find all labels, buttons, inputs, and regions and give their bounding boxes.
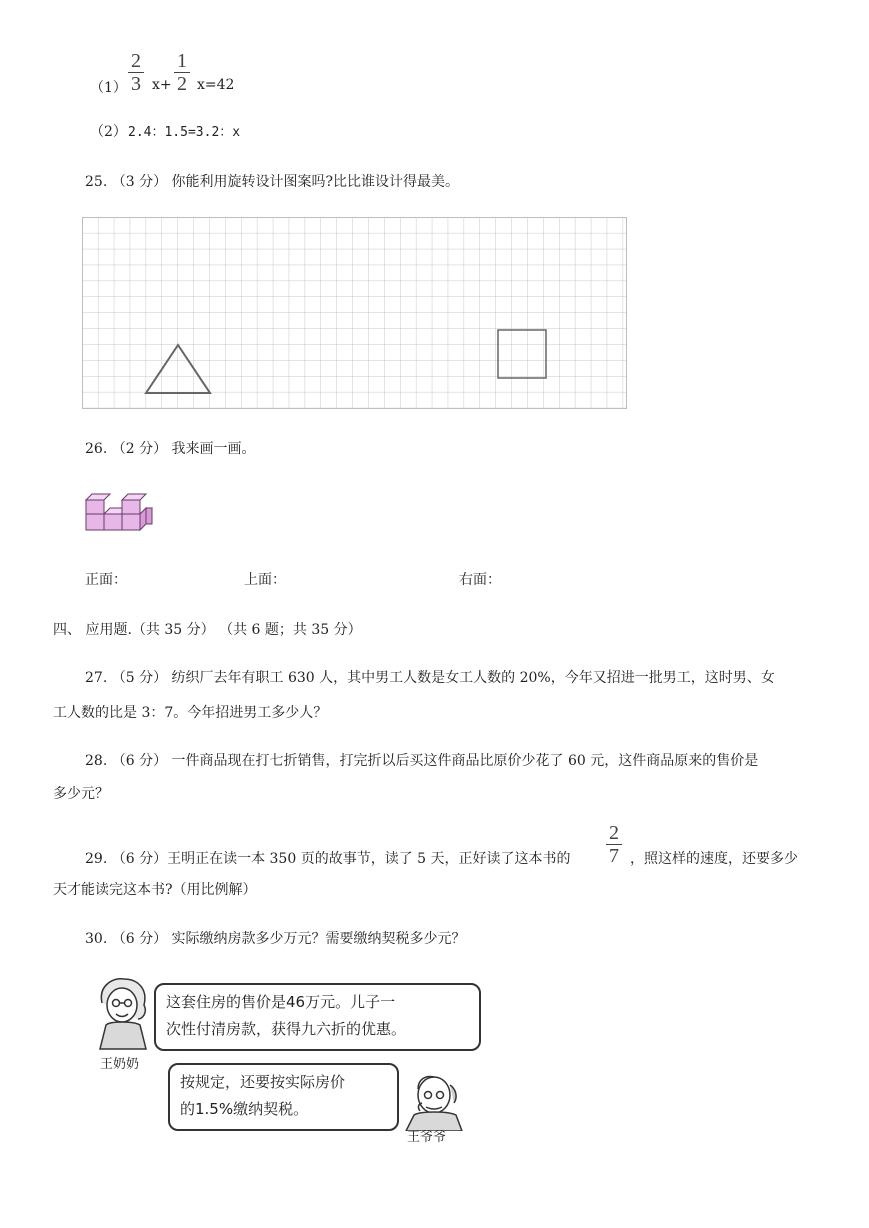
eq1-label: （1） <box>90 80 127 96</box>
eq1-tail: x=42 <box>197 77 235 93</box>
grandma-speech-line-2: 次性付清房款，获得九六折的优惠。 <box>166 1020 407 1038</box>
eq2-text: 2.4：1.5=3.2：x <box>128 125 241 140</box>
question-27-line-1: 27. （5 分） 纺织厂去年有职工 630 人，其中男工人数是女工人数的 20%，今年又招进一批男工，这时男、女 <box>85 670 775 686</box>
front-view-label: 正面： <box>85 572 127 588</box>
q29-fraction: 2 7 <box>606 823 622 866</box>
eq1-fraction-1: 2 3 <box>128 51 144 94</box>
eq1-fraction-2: 1 2 <box>174 51 190 94</box>
grandpa-name: 王爷爷 <box>407 1130 447 1145</box>
question-25: 25. （3 分） 你能利用旋转设计图案吗?比比谁设计得最美。 <box>85 174 460 190</box>
question-28-line-2: 多少元？ <box>53 786 109 802</box>
top-view-label: 上面： <box>244 572 286 588</box>
grandpa-speech-bubble <box>168 1063 399 1131</box>
question-29-line-1b: ，照这样的速度，还要多少 <box>630 851 798 867</box>
eq1-middle: x+ <box>152 77 172 93</box>
question-28-line-1: 28. （6 分） 一件商品现在打七折销售，打完折以后买这件商品比原价少花了 60 元，这件商品原来的售价是 <box>85 753 759 769</box>
grandma-speech-bubble <box>154 983 481 1051</box>
question-30: 30. （6 分） 实际缴纳房款多少万元？需要缴纳契税多少元？ <box>85 931 466 947</box>
cube-stack-figure <box>84 490 156 534</box>
right-view-label: 右面： <box>459 572 501 588</box>
grandpa-illustration <box>400 1075 466 1131</box>
rotation-grid <box>82 217 628 411</box>
section-4-heading: 四、 应用题.（共 35 分） （共 6 题；共 35 分） <box>53 622 362 638</box>
question-29-line-1a: 29. （6 分）王明正在读一本 350 页的故事节，读了 5 天，正好读了这本书的 <box>85 851 571 867</box>
grandma-speech-line-1: 这套住房的售价是46万元。儿子一 <box>166 993 396 1011</box>
grandpa-speech-line-2: 的1.5%缴纳契税。 <box>180 1100 309 1118</box>
grandma-name: 王奶奶 <box>100 1057 140 1072</box>
eq2-label: （2） <box>90 124 127 140</box>
question-27-line-2: 工人数的比是 3：7。今年招进男工多少人？ <box>53 705 328 721</box>
question-26: 26. （2 分） 我来画一画。 <box>85 441 256 457</box>
question-29-line-2: 天才能读完这本书?（用比例解） <box>53 882 257 898</box>
grandma-illustration <box>92 975 154 1051</box>
grandpa-speech-line-1: 按规定，还要按实际房价 <box>180 1073 346 1091</box>
